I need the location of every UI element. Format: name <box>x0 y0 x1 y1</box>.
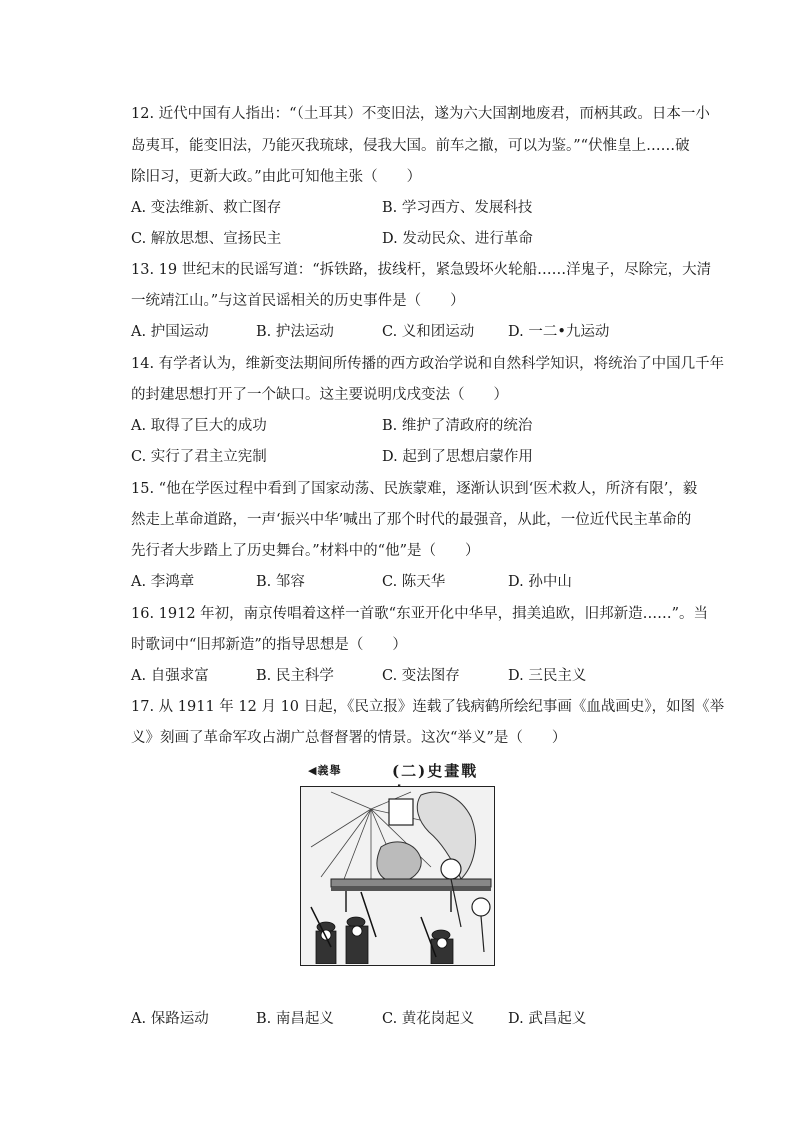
figure-header <box>300 760 495 782</box>
q15-option-c[interactable]: C. 陈天华 <box>382 574 446 590</box>
figure-illustration <box>300 786 495 966</box>
q16-option-c[interactable]: C. 变法图存 <box>382 668 460 684</box>
q14-option-a[interactable]: A. 取得了巨大的成功 <box>131 418 267 434</box>
q17-option-b[interactable]: B. 南昌起义 <box>256 1011 334 1027</box>
q15-option-d[interactable]: D. 孙中山 <box>508 574 572 590</box>
q16-option-b[interactable]: B. 民主科学 <box>256 668 334 684</box>
q12-option-a[interactable]: A. 变法维新、救亡图存 <box>131 200 282 216</box>
q12-option-c[interactable]: C. 解放思想、宣扬民主 <box>131 231 282 247</box>
q15-option-a[interactable]: A. 李鸿章 <box>131 574 195 590</box>
q14-stem-line-2: 的封建思想打开了一个缺口。这主要说明戊戌变法（ ） <box>131 387 508 403</box>
figure-header-right: (二)史畫戰 <box>392 762 479 780</box>
q12-stem-line-1: 12. 近代中国有人指出：“（土耳其）不变旧法，遂为六大国割地废君，而柄其政。日本一小 <box>131 106 710 122</box>
q15-option-b[interactable]: B. 邹容 <box>256 574 305 590</box>
q14-option-d[interactable]: D. 起到了思想启蒙作用 <box>382 449 533 465</box>
q15-stem-line-1: 15. “他在学医过程中看到了国家动荡、民族蒙难，逐渐认识到‘医术救人，所济有限’，毅 <box>131 481 698 497</box>
q12-options-row-1 <box>131 198 691 218</box>
q17-option-a[interactable]: A. 保路运动 <box>131 1011 209 1027</box>
q13-option-d[interactable]: D. 一二•九运动 <box>508 324 610 340</box>
q16-option-a[interactable]: A. 自强求富 <box>131 668 209 684</box>
q12-options-row-2 <box>131 229 691 249</box>
q13-option-b[interactable]: B. 护法运动 <box>256 324 334 340</box>
q15-stem-line-3: 先行者大步踏上了历史舞台。”材料中的“他”是（ ） <box>131 543 480 559</box>
q13-stem-line-1: 13. 19 世纪末的民谣写道：“拆铁路，拔线杆，紧急毁坏火轮船……洋鬼子，尽除完，大清 <box>131 262 712 278</box>
q17-stem-line-1: 17. 从 1911 年 12 月 10 日起，《民立报》连载了钱病鹤所绘纪事画《血战画史》，如图《举 <box>131 699 725 715</box>
q13-options-row <box>131 322 691 342</box>
q14-option-b[interactable]: B. 维护了清政府的统治 <box>382 418 533 434</box>
q13-option-a[interactable]: A. 护国运动 <box>131 324 209 340</box>
q13-option-c[interactable]: C. 义和团运动 <box>382 324 475 340</box>
q14-options-row-2 <box>131 447 691 467</box>
q12-option-d[interactable]: D. 发动民众、进行革命 <box>382 231 533 247</box>
q14-stem-line-1: 14. 有学者认为，维新变法期间所传播的西方政治学说和自然科学知识，将统治了中国几千年 <box>131 356 725 372</box>
q13-stem-line-2: 一统靖江山。”与这首民谣相关的历史事件是（ ） <box>131 293 465 309</box>
battle-scene-illustration <box>301 787 493 964</box>
figure-header-left: ◀義舉 <box>308 764 342 777</box>
q17-stem-line-2: 义》刻画了革命军攻占湖广总督督署的情景。这次“举义”是（ ） <box>131 730 567 746</box>
q17-figure-woodcut <box>300 760 495 966</box>
q16-option-d[interactable]: D. 三民主义 <box>508 668 587 684</box>
q15-options-row <box>131 572 691 592</box>
q12-option-b[interactable]: B. 学习西方、发展科技 <box>382 200 533 216</box>
q17-option-c[interactable]: C. 黄花岗起义 <box>382 1011 475 1027</box>
q14-options-row-1 <box>131 416 691 436</box>
q17-options-row <box>131 1009 691 1029</box>
q16-stem-line-2: 时歌词中“旧邦新造”的指导思想是（ ） <box>131 637 407 653</box>
q15-stem-line-2: 然走上革命道路，一声‘振兴中华’喊出了那个时代的最强音，从此，一位近代民主革命的 <box>131 512 692 528</box>
q16-stem-line-1: 16. 1912 年初，南京传唱着这样一首歌“东亚开化中华早，揖美追欧，旧邦新造……”。当 <box>131 606 709 622</box>
q12-stem-line-3: 除旧习，更新大政。”由此可知他主张（ ） <box>131 169 422 185</box>
q14-option-c[interactable]: C. 实行了君主立宪制 <box>131 449 267 465</box>
q12-stem-line-2: 岛夷耳，能变旧法，乃能灭我琉球，侵我大国。前车之撤，可以为鉴。”“伏惟皇上……破 <box>131 138 690 154</box>
q17-option-d[interactable]: D. 武昌起义 <box>508 1011 587 1027</box>
q16-options-row <box>131 666 691 686</box>
